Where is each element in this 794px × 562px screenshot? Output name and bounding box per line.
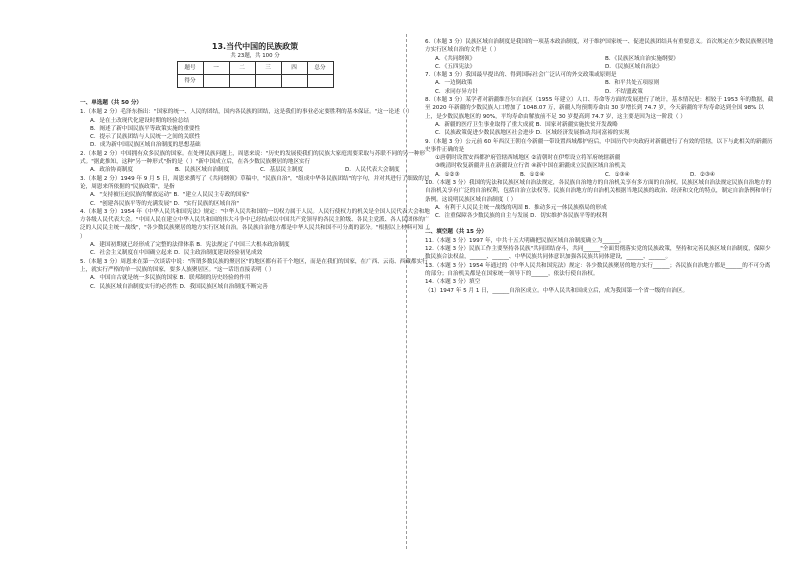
section-title: 二、填空题（共 15 分） (425, 228, 488, 235)
question-option: D．人民代表大会制度 (345, 167, 400, 174)
score-header-cell: 题号 (177, 62, 203, 75)
question-options-row (425, 88, 775, 96)
question-option: C．求同存异方针 (435, 88, 479, 95)
score-cell (203, 75, 229, 88)
score-header-cell: 三 (255, 62, 281, 75)
page-subtitle: 共 23题，共 100 分 (230, 53, 280, 59)
question-option: C．基层民主制度 (260, 167, 304, 174)
score-cell (229, 75, 255, 88)
score-header-cell: 二 (229, 62, 255, 75)
page-title: 13.当代中国的民族政策 (211, 42, 299, 51)
question-option: A．政治协商制度 (90, 167, 133, 174)
question-option: A．有利于人民民主统一战线的巩固 B．推动多元一体民族格局的形成 (435, 204, 607, 211)
question-option: B．和平共处五项原则 (605, 80, 660, 87)
question-option: A．"支持被压迫民族的解放运动" B．"建立人民民主专政的国家" (90, 192, 250, 199)
score-header-cell: 四 (281, 62, 307, 75)
question-options-row (425, 63, 775, 71)
question-option: D．②③④ (690, 171, 715, 178)
score-table-header-row (177, 62, 333, 75)
section-title: 一、单选题（共 50 分） (80, 100, 143, 106)
question-sub-item: （1）1947 年 5 月 1 日，______自治区成立。中华人民共和国成立后，成为我国第一个省一级的自治区。 (425, 287, 689, 294)
question-options-row (80, 166, 430, 174)
question-stem: 3.（本题 2 分）1949 年 9 月 5 日，周恩来撰写了《共同纲领》草稿中，"民族自治"，"组成中华各民族团结"的字句，并对其进行了细致的讨论，周恩来所依据的"民族政策"，是指 (80, 175, 430, 190)
question-stem: 12.（本题 3 分）民族工作主要坚持各民族"共同团结奋斗，共同______"全面贯彻落实党的民族政策，坚持和完善民族区域自治制度，保障少数民族合法权益，______、______、中华民族共同体意识加强各民族共同体建设，______、______。 (425, 246, 771, 261)
question-option: B．阐述了新中国民族平等政策实施的重要性 (90, 125, 201, 132)
question-option: C．"创建各民族平等的充满发展" D．"实行民族的区域自治" (90, 200, 239, 207)
left-column (80, 38, 430, 291)
score-table (177, 61, 334, 88)
score-row-label: 得分 (177, 75, 203, 88)
question-stem: 11.（本题 3 分）1997 年，中共十五大明确把民族区域自治制度确立为______。 (425, 237, 625, 244)
question-statement: ①唐朝时设置安西都护府管辖西域地区 ②清朝时在伊犁设立将军府统辖新疆 (435, 155, 621, 162)
question-options-row (425, 55, 775, 63)
question-stem: 2.（本题 2 分）中国拥有众多民族的国家。在处理民族问题上，周恩来说："历史的发展使我们的民族大家庭需要采取与苏联不同的另一种形式。"据此推知，这种"另一种形式"指的是（ ）"新中国成立后，在各少数民族聚居的地区实行 (80, 150, 426, 166)
question-option: A．建国初期就已经形成了完整的法律体系 B．宪法规定了中国三大根本政治制度 (90, 242, 290, 249)
question-stem: 1.（本题 2 分）毛泽东指出："国家的统一、人民的团结，国内各民族的团结，这是我们的事业必定要胜利的基本保证。"这一论述（ ） (80, 109, 413, 116)
question-option: C．民族政策促进少数民族地区社会进步 D．区域经济发展推动共同富裕的实现 (435, 130, 630, 137)
question-stem: 14.（本题 3 分）填空 (425, 279, 481, 286)
question-stem: 10.（本题 3 分）我国的宪法和民族区域自治法规定，各民族自治地方的自治机关享有多方面的自治权。民族区域自治法规定民族自治地方的自治机关享有广泛的自治权利，包括自治立法权等。民族自治地方的自治机关根据当地民族的政治、经济和文化的特点，制定自治条例和单行条例。这说明民族区域自治制度（ ） (425, 180, 772, 203)
question-option: A．新疆的医疗卫生事业取得了重大成就 B．国家对新疆实施扶贫开发战略 (435, 121, 618, 128)
score-cell (281, 75, 307, 88)
score-header-cell: 总分 (307, 62, 333, 75)
question-options-row (425, 171, 775, 179)
question-options-row (425, 79, 775, 87)
question-option: D．《民族区域自治法》 (605, 63, 663, 70)
right-column (425, 38, 775, 295)
question-option: A．是在土改现代化建设时期的经验总结 (90, 117, 189, 124)
question-stem: 9.（本题 3 分）公元前 60 年西汉王朝在今新疆一带设置西域都护府后，中国历代中央政府对新疆进行了有效的管辖，以下与此相关的新疆历史事件正确的是 (425, 138, 773, 153)
question-stem: 5.（本题 3 分）周恩来在第一次谈话中说："所谓多数民族的聚居区"的地区都有若干个地区，而是在我们的国家，在广西、云南、西藏都实行上，就实行严格的单一民族的国家，要多人族聚居区。"这一话语直接表明（ ） (80, 258, 428, 273)
question-option: C．注重保障各少数民族的自主与发展 D．切实维护各民族平等的权利 (435, 213, 608, 220)
question-stem: 6.（本题 3 分）民族区域自治制度是我国的一项基本政治制度，对于维护国家统一、促进民族团结具有重要意义。首次规定在少数民族聚居地方实行区域自治的文件是（ ） (425, 39, 774, 54)
score-header-cell: 一 (203, 62, 229, 75)
question-option: C．民族区域自治制度实行的必然性 D．我国民族区域自治制度不断完善 (90, 283, 268, 290)
question-stem: 8.（本题 3 分）某学者对新疆维吾尔自治区（1955 年建立）人口、寿命等方面的发展进行了统计，基本情况是：相较于 1953 年的数据，截至 2020 年新疆的少数民族人口增加了 1048.07 万，新疆人均预期寿命由 30 岁增长到 74.7 岁，今天新疆的平均寿命达到全国 98% 以上，是少数民族地区的 90%，平均寿命由解放前不足 30 岁提高到 74.7 岁，这主要是因为这一阶段（ ） (425, 97, 774, 120)
question-option: A．①②③ (435, 171, 460, 178)
question-option: A．《共同纲领》 (435, 55, 476, 62)
question-option: C．①③④ (605, 171, 630, 178)
question-option: D．成为新中国民族区域自治制度的思想基础 (90, 142, 201, 149)
question-stem: 4.（本题 3 分）1954 年《中华人民共和国宪法》规定："中华人民共和国的一切权力属于人民。人民行使权力的机关是全国人民代表大会和地方各级人民代表大会。"中国人民在建立中华人民共和国的伟大斗争中已经结成以中国共产党领导的各民主阶级、各民主党派、各人民团体的广泛的人民民主统一战线"，"各少数民族聚居的地方实行区域自治。各民族自治地方都是中华人民共和国不可分离的部分。"根据以上材料可知（ ） (80, 208, 430, 240)
question-option: B．《民族区域自治实施纲要》 (605, 55, 679, 62)
question-statement: ③晚清时收复新疆并且在新疆设立行省 ④新中国在新疆成立民族区域自治机关 (435, 163, 626, 170)
question-option: D．不结盟政策 (605, 88, 643, 95)
question-option: C．社会主义制度在中国确立起来 D．民主政治制度建设经验初见成效 (90, 250, 263, 257)
score-table-row (177, 75, 333, 88)
question-option: B．①②④ (520, 171, 545, 178)
score-cell (307, 75, 333, 88)
question-option: C．《五四宪法》 (435, 63, 476, 70)
question-option: C．提示了民族团结与人民统一之间的关联性 (90, 134, 201, 141)
question-option: B．民族区域自治制度 (175, 167, 230, 174)
question-option: A．中国自古就是统一多民族的国家 B．联邦制的历史经验的作用 (90, 275, 251, 282)
question-option: A．一边倒政策 (435, 80, 473, 87)
question-stem: 13.（本题 3 分）1954 年通过的《中华人民共和国宪法》规定：各少数民族聚居的地方实行______；各民族自治地方都是______的不可分离的部分；自治机关都是在国家统一领导下的______，依法行使自治权。 (425, 262, 771, 278)
question-stem: 7.（本题 3 分）我国最早提出的、得到国际社会广泛认可的外交政策或原则是 (425, 72, 617, 79)
score-cell (255, 75, 281, 88)
